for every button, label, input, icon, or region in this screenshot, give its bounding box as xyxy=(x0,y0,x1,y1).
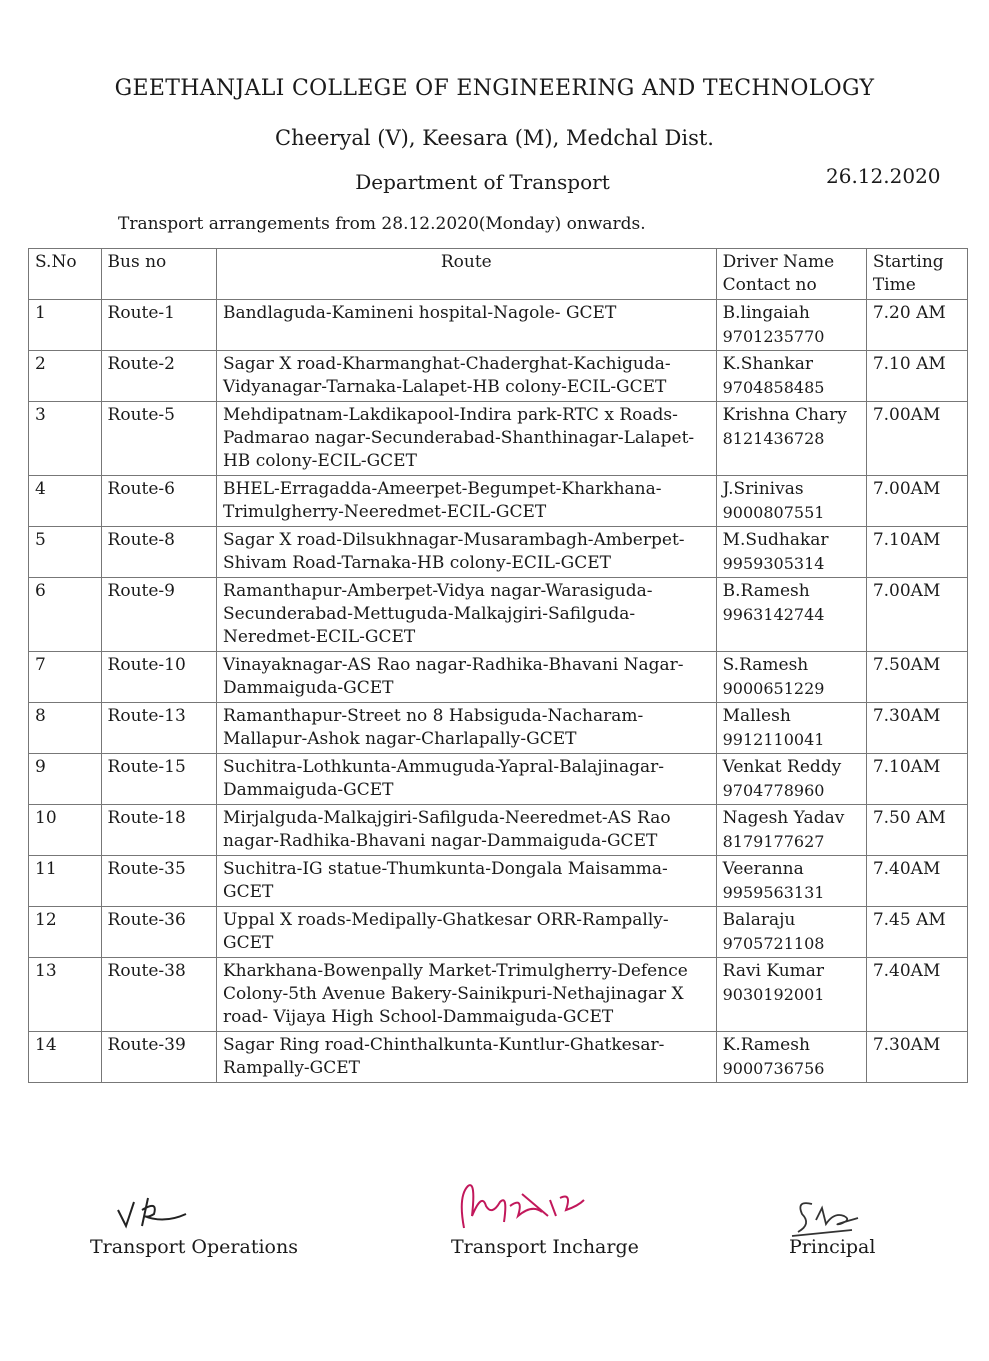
header-driver xyxy=(716,249,866,300)
route-bus-no: Route-8 xyxy=(101,527,216,578)
route-stops: Suchitra-Lothkunta-Ammuguda-Yapral-Balajinagar-Dammaiguda-GCET xyxy=(216,754,716,805)
route-stops: Sagar Ring road-Chinthalkunta-Kuntlur-Ghatkesar-Rampally-GCET xyxy=(216,1032,716,1083)
route-starting-time: 7.10AM xyxy=(866,527,967,578)
route-stops: Bandlaguda-Kamineni hospital-Nagole- GCET xyxy=(216,300,716,351)
route-bus-no: Route-10 xyxy=(101,652,216,703)
route-starting-time: 7.10AM xyxy=(866,754,967,805)
route-sno: 10 xyxy=(29,805,102,856)
route-sno: 9 xyxy=(29,754,102,805)
table-row xyxy=(29,652,968,703)
route-starting-time: 7.30AM xyxy=(866,1032,967,1083)
route-sno: 4 xyxy=(29,476,102,527)
route-sno: 1 xyxy=(29,300,102,351)
route-bus-no: Route-1 xyxy=(101,300,216,351)
transport-routes-table xyxy=(28,248,968,1083)
route-driver xyxy=(716,300,866,351)
driver-name: M.Sudhakar xyxy=(722,530,829,550)
route-sno: 13 xyxy=(29,958,102,1032)
driver-contact: 9959305314 xyxy=(722,554,825,573)
route-sno: 8 xyxy=(29,703,102,754)
signature-transport-incharge: Transport Incharge xyxy=(451,1236,639,1258)
route-starting-time: 7.40AM xyxy=(866,958,967,1032)
route-driver xyxy=(716,476,866,527)
route-sno: 14 xyxy=(29,1032,102,1083)
route-bus-no: Route-6 xyxy=(101,476,216,527)
document-date: 26.12.2020 xyxy=(826,164,941,188)
route-starting-time: 7.30AM xyxy=(866,703,967,754)
driver-contact: 9704778960 xyxy=(722,781,825,800)
route-driver xyxy=(716,1032,866,1083)
route-starting-time: 7.20 AM xyxy=(866,300,967,351)
route-stops: Ramanthapur-Amberpet-Vidya nagar-Warasiguda-Secunderabad-Mettuguda-Malkajgiri-Safilguda-Neredmet-ECIL-GCET xyxy=(216,578,716,652)
route-bus-no: Route-39 xyxy=(101,1032,216,1083)
header-route: Route xyxy=(216,249,716,300)
route-stops: Mirjalguda-Malkajgiri-Safilguda-Neeredmet-AS Rao nagar-Radhika-Bhavani nagar-Dammaiguda-GCET xyxy=(216,805,716,856)
driver-contact: 9704858485 xyxy=(722,378,825,397)
route-stops: Ramanthapur-Street no 8 Habsiguda-Nacharam-Mallapur-Ashok nagar-Charlapally-GCET xyxy=(216,703,716,754)
route-starting-time: 7.45 AM xyxy=(866,907,967,958)
route-driver xyxy=(716,754,866,805)
route-bus-no: Route-15 xyxy=(101,754,216,805)
route-sno: 12 xyxy=(29,907,102,958)
route-driver xyxy=(716,805,866,856)
college-address: Cheeryal (V), Keesara (M), Medchal Dist. xyxy=(275,126,714,150)
table-row xyxy=(29,754,968,805)
driver-name: Balaraju xyxy=(722,910,796,930)
route-bus-no: Route-9 xyxy=(101,578,216,652)
route-sno: 5 xyxy=(29,527,102,578)
driver-contact: 9963142744 xyxy=(722,605,825,624)
route-stops: Vinayaknagar-AS Rao nagar-Radhika-Bhavani Nagar-Dammaiguda-GCET xyxy=(216,652,716,703)
route-driver xyxy=(716,578,866,652)
route-bus-no: Route-38 xyxy=(101,958,216,1032)
table-row xyxy=(29,476,968,527)
route-starting-time: 7.40AM xyxy=(866,856,967,907)
route-sno: 7 xyxy=(29,652,102,703)
table-row xyxy=(29,527,968,578)
route-starting-time: 7.00AM xyxy=(866,578,967,652)
route-driver xyxy=(716,351,866,402)
table-row xyxy=(29,703,968,754)
route-driver xyxy=(716,652,866,703)
route-starting-time: 7.10 AM xyxy=(866,351,967,402)
route-stops: Sagar X road-Dilsukhnagar-Musarambagh-Amberpet-Shivam Road-Tarnaka-HB colony-ECIL-GCET xyxy=(216,527,716,578)
route-sno: 6 xyxy=(29,578,102,652)
department-title: Department of Transport xyxy=(355,170,610,194)
table-row xyxy=(29,805,968,856)
table-row xyxy=(29,578,968,652)
route-stops: Mehdipatnam-Lakdikapool-Indira park-RTC x Roads-Padmarao nagar-Secunderabad-Shanthinagar-Lalapet-HB colony-ECIL-GCET xyxy=(216,402,716,476)
driver-name: S.Ramesh xyxy=(722,655,809,675)
header-contact-no: Contact no xyxy=(722,275,817,295)
driver-name: Krishna Chary xyxy=(722,405,847,425)
driver-name: Veeranna xyxy=(722,859,804,879)
driver-name: Mallesh xyxy=(722,706,791,726)
table-row xyxy=(29,351,968,402)
route-driver xyxy=(716,958,866,1032)
header-time: Time xyxy=(872,275,916,295)
intro-text: Transport arrangements from 28.12.2020(Monday) onwards. xyxy=(118,214,646,234)
route-bus-no: Route-35 xyxy=(101,856,216,907)
driver-name: Venkat Reddy xyxy=(722,757,842,777)
route-sno: 11 xyxy=(29,856,102,907)
driver-contact: 9000651229 xyxy=(722,679,825,698)
route-driver xyxy=(716,402,866,476)
route-driver xyxy=(716,527,866,578)
driver-contact: 8121436728 xyxy=(722,429,825,448)
driver-contact: 9912110041 xyxy=(722,730,825,749)
header-driver-name: Driver Name xyxy=(722,252,835,272)
driver-contact: 9030192001 xyxy=(722,985,825,1004)
operations-signature-scribble xyxy=(112,1188,202,1234)
route-bus-no: Route-2 xyxy=(101,351,216,402)
route-driver xyxy=(716,907,866,958)
table-header-row xyxy=(29,249,968,300)
header-sno: S.No xyxy=(29,249,102,300)
route-starting-time: 7.50AM xyxy=(866,652,967,703)
header-bus-no: Bus no xyxy=(101,249,216,300)
route-stops: Uppal X roads-Medipally-Ghatkesar ORR-Rampally-GCET xyxy=(216,907,716,958)
signature-principal: Principal xyxy=(789,1236,876,1258)
table-row xyxy=(29,300,968,351)
table-row xyxy=(29,402,968,476)
driver-contact: 9000736756 xyxy=(722,1059,825,1078)
principal-signature-scribble xyxy=(782,1194,862,1238)
driver-name: K.Ramesh xyxy=(722,1035,810,1055)
driver-name: B.Ramesh xyxy=(722,581,810,601)
driver-name: K.Shankar xyxy=(722,354,813,374)
driver-name: B.lingaiah xyxy=(722,303,810,323)
header-starting: Starting xyxy=(872,252,944,272)
driver-name: Ravi Kumar xyxy=(722,961,825,981)
route-stops: BHEL-Erragadda-Ameerpet-Begumpet-Kharkhana-Trimulgherry-Neeredmet-ECIL-GCET xyxy=(216,476,716,527)
table-row xyxy=(29,958,968,1032)
route-driver xyxy=(716,703,866,754)
route-starting-time: 7.00AM xyxy=(866,402,967,476)
route-bus-no: Route-5 xyxy=(101,402,216,476)
route-stops: Suchitra-IG statue-Thumkunta-Dongala Maisamma-GCET xyxy=(216,856,716,907)
table-body xyxy=(29,300,968,1083)
table-row xyxy=(29,907,968,958)
driver-contact: 9959563131 xyxy=(722,883,825,902)
route-stops: Kharkhana-Bowenpally Market-Trimulgherry-Defence Colony-5th Avenue Bakery-Sainikpuri-Nethajinagar X road- Vijaya High School-Dammaiguda-GCET xyxy=(216,958,716,1032)
driver-name: J.Srinivas xyxy=(722,479,804,499)
driver-name: Nagesh Yadav xyxy=(722,808,845,828)
route-bus-no: Route-36 xyxy=(101,907,216,958)
route-starting-time: 7.00AM xyxy=(866,476,967,527)
table-row xyxy=(29,856,968,907)
route-starting-time: 7.50 AM xyxy=(866,805,967,856)
header-starting-time xyxy=(866,249,967,300)
route-sno: 2 xyxy=(29,351,102,402)
route-driver xyxy=(716,856,866,907)
route-sno: 3 xyxy=(29,402,102,476)
route-stops: Sagar X road-Kharmanghat-Chaderghat-Kachiguda-Vidyanagar-Tarnaka-Lalapet-HB colony-ECIL-GCET xyxy=(216,351,716,402)
driver-contact: 9701235770 xyxy=(722,327,825,346)
incharge-signature-scribble xyxy=(452,1176,592,1236)
driver-contact: 8179177627 xyxy=(722,832,825,851)
table-row xyxy=(29,1032,968,1083)
college-name: GEETHANJALI COLLEGE OF ENGINEERING AND TECHNOLOGY xyxy=(114,76,875,101)
signature-transport-operations: Transport Operations xyxy=(90,1236,298,1258)
route-bus-no: Route-13 xyxy=(101,703,216,754)
driver-contact: 9705721108 xyxy=(722,934,825,953)
route-bus-no: Route-18 xyxy=(101,805,216,856)
driver-contact: 9000807551 xyxy=(722,503,825,522)
